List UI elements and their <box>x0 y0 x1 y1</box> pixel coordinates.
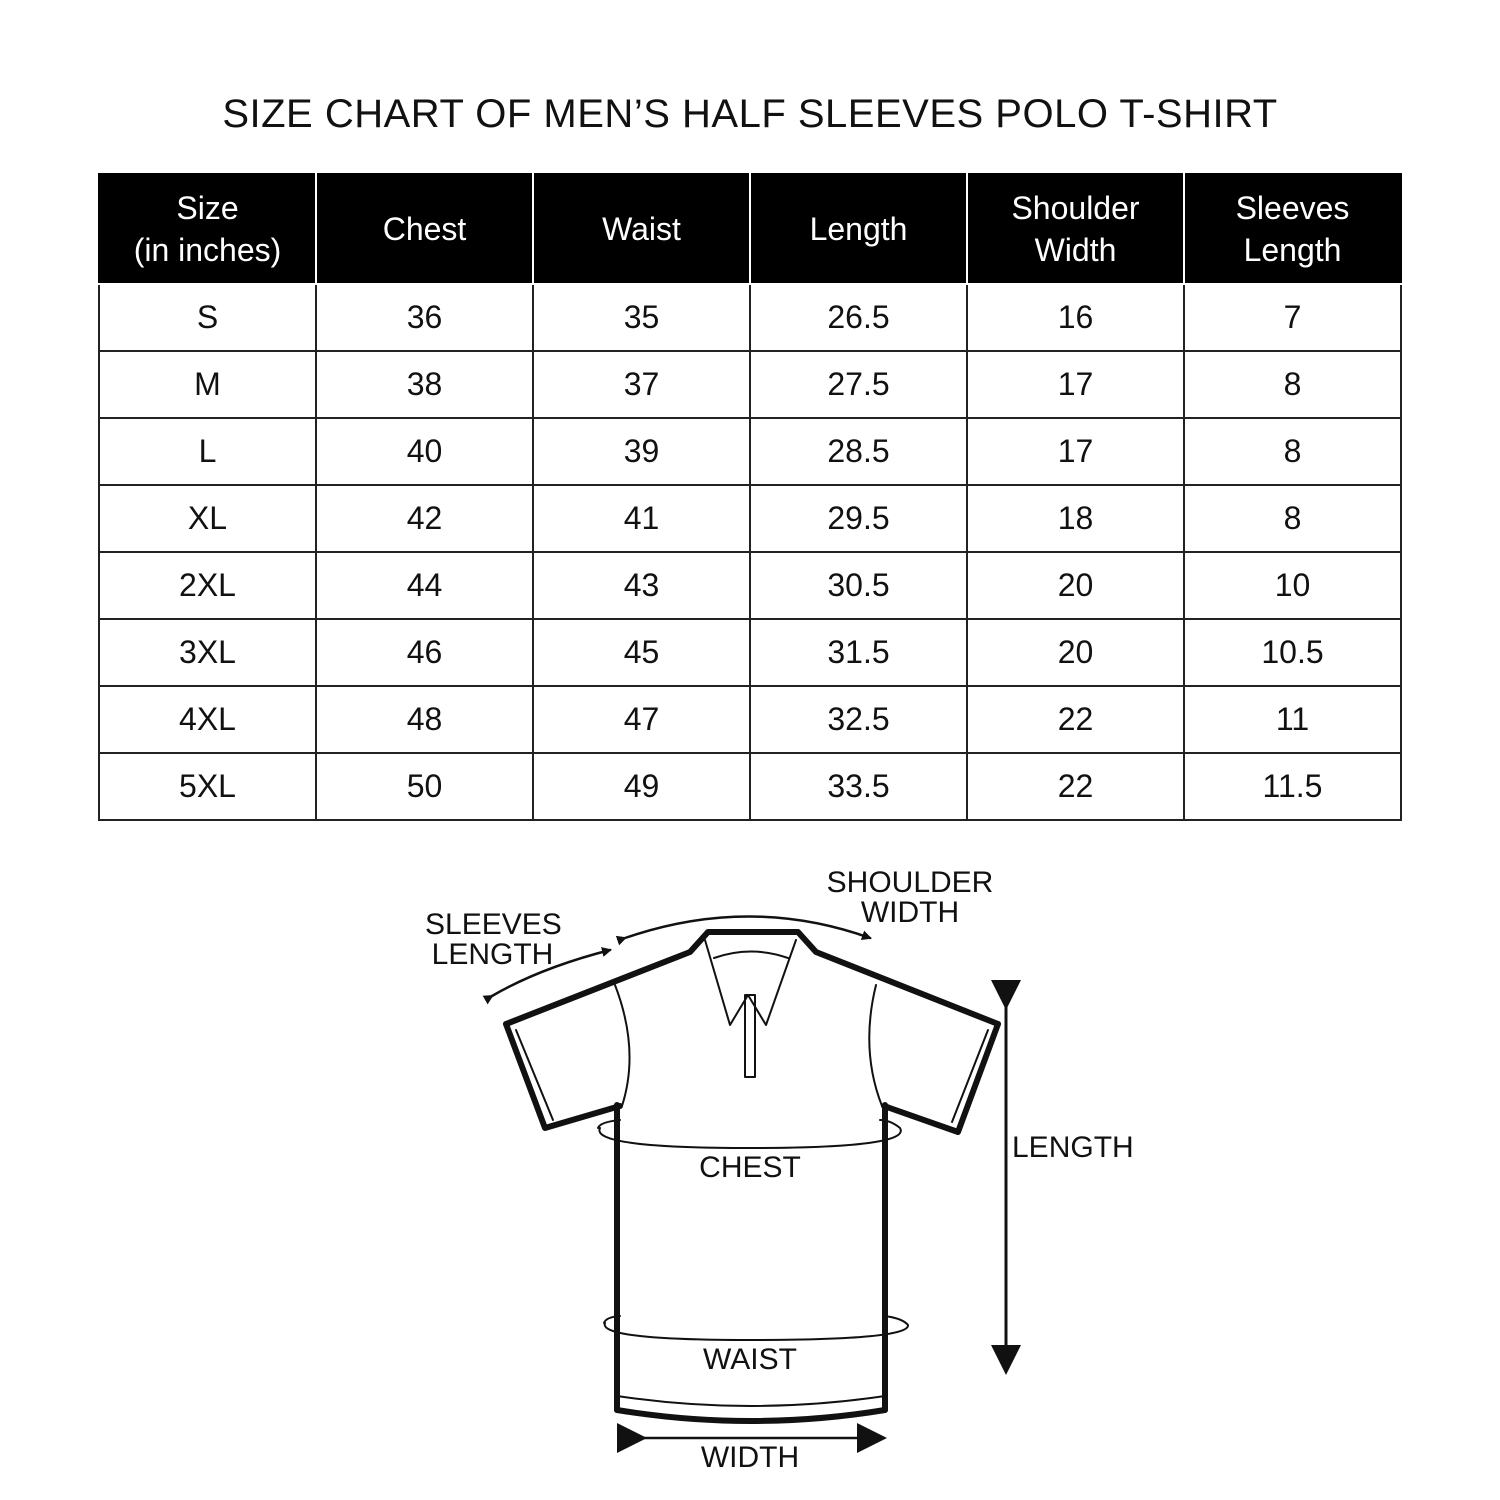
header-shoulder-width: Shoulder Width <box>967 174 1184 284</box>
table-row <box>99 351 1401 418</box>
cell-length: 33.5 <box>750 753 967 820</box>
table-row <box>99 418 1401 485</box>
polo-shirt-diagram <box>0 840 1500 1500</box>
table-row <box>99 619 1401 686</box>
cell-shoulder-width: 18 <box>967 485 1184 552</box>
cell-shoulder-width: 22 <box>967 686 1184 753</box>
cell-sleeves-length: 8 <box>1184 351 1401 418</box>
cell-size: L <box>99 418 316 485</box>
cell-sleeves-length: 8 <box>1184 485 1401 552</box>
cell-sleeves-length: 10.5 <box>1184 619 1401 686</box>
label-length: LENGTH <box>1012 1131 1134 1164</box>
table-row <box>99 485 1401 552</box>
cell-chest: 46 <box>316 619 533 686</box>
table-row <box>99 284 1401 351</box>
page-title: SIZE CHART OF MEN’S HALF SLEEVES POLO T-SHIRT <box>222 92 1278 136</box>
cell-sleeves-length: 8 <box>1184 418 1401 485</box>
cell-size: XL <box>99 485 316 552</box>
cell-size: M <box>99 351 316 418</box>
cell-chest: 42 <box>316 485 533 552</box>
cell-shoulder-width: 17 <box>967 418 1184 485</box>
cell-size: 2XL <box>99 552 316 619</box>
cell-length: 26.5 <box>750 284 967 351</box>
cell-sleeves-length: 10 <box>1184 552 1401 619</box>
header-sleeves-length: Sleeves Length <box>1184 174 1401 284</box>
cell-chest: 40 <box>316 418 533 485</box>
cell-sleeves-length: 11 <box>1184 686 1401 753</box>
size-chart-table <box>98 173 1402 821</box>
label-width: WIDTH <box>700 1441 800 1474</box>
cell-chest: 38 <box>316 351 533 418</box>
cell-size: 3XL <box>99 619 316 686</box>
cell-waist: 35 <box>533 284 750 351</box>
table-row <box>99 753 1401 820</box>
cell-size: 5XL <box>99 753 316 820</box>
cell-waist: 49 <box>533 753 750 820</box>
cell-chest: 44 <box>316 552 533 619</box>
header-length: Length <box>750 174 967 284</box>
cell-waist: 47 <box>533 686 750 753</box>
cell-waist: 45 <box>533 619 750 686</box>
cell-length: 31.5 <box>750 619 967 686</box>
cell-length: 27.5 <box>750 351 967 418</box>
header-waist: Waist <box>533 174 750 284</box>
cell-shoulder-width: 22 <box>967 753 1184 820</box>
cell-waist: 41 <box>533 485 750 552</box>
table-row <box>99 686 1401 753</box>
cell-length: 29.5 <box>750 485 967 552</box>
cell-length: 28.5 <box>750 418 967 485</box>
cell-sleeves-length: 7 <box>1184 284 1401 351</box>
cell-size: 4XL <box>99 686 316 753</box>
label-shoulder-width: SHOULDER WIDTH <box>826 866 994 929</box>
cell-waist: 37 <box>533 351 750 418</box>
cell-chest: 50 <box>316 753 533 820</box>
cell-sleeves-length: 11.5 <box>1184 753 1401 820</box>
cell-length: 30.5 <box>750 552 967 619</box>
label-waist: WAIST <box>703 1343 797 1376</box>
cell-waist: 43 <box>533 552 750 619</box>
cell-waist: 39 <box>533 418 750 485</box>
cell-chest: 36 <box>316 284 533 351</box>
cell-size: S <box>99 284 316 351</box>
cell-length: 32.5 <box>750 686 967 753</box>
cell-shoulder-width: 20 <box>967 619 1184 686</box>
cell-shoulder-width: 17 <box>967 351 1184 418</box>
label-chest: CHEST <box>699 1151 801 1184</box>
table-header-row <box>99 174 1401 284</box>
cell-chest: 48 <box>316 686 533 753</box>
label-sleeves-length: SLEEVES LENGTH <box>425 908 562 971</box>
cell-shoulder-width: 16 <box>967 284 1184 351</box>
header-size: Size (in inches) <box>99 174 316 284</box>
table-row <box>99 552 1401 619</box>
cell-shoulder-width: 20 <box>967 552 1184 619</box>
header-chest: Chest <box>316 174 533 284</box>
